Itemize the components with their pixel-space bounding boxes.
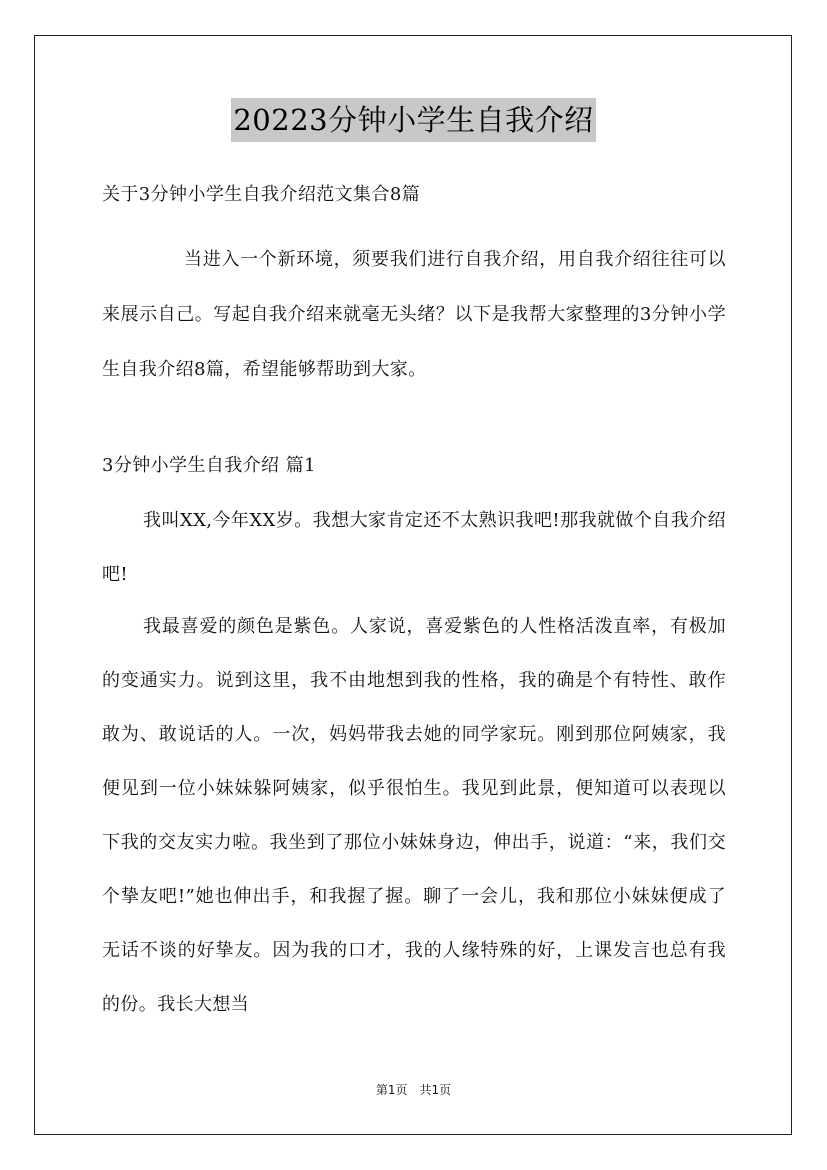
intro-paragraph: 当进入一个新环境，须要我们进行自我介绍，用自我介绍往往可以来展示自己。写起自我介绍来就毫无头绪？以下是我帮大家整理的3分钟小学生自我介绍8篇，希望能够帮助到大家。 bbox=[102, 249, 726, 380]
document-subtitle: 关于3分钟小学生自我介绍范文集合8篇 bbox=[102, 184, 421, 205]
document-title: 20223分钟小学生自我介绍 bbox=[231, 98, 595, 142]
title-container bbox=[0, 98, 827, 142]
body-paragraph-2: 我最喜爱的颜色是紫色。人家说，喜爱紫色的人性格活泼直率，有极加的变通实力。说到这里，我不由地想到我的性格，我的确是个有特性、敢作敢为、敢说话的人。一次，妈妈带我去她的同学家玩。刚到那位阿姨家，我便见到一位小妹妹躲阿姨家，似乎很怕生。我见到此景，便知道可以表现以下我的交友实力啦。我坐到了那位小妹妹身边，伸出手，说道：“来，我们交个挚友吧!”她也伸出手，和我握了握。聊了一会儿，我和那位小妹妹便成了无话不谈的好挚友。因为我的口才，我的人缘特殊的好，上课发言也总有我的份。我长大想当 bbox=[102, 616, 726, 1015]
section-heading: 3分钟小学生自我介绍 篇1 bbox=[102, 455, 316, 476]
body-paragraph-1: 我叫XX,今年XX岁。我想大家肯定还不太熟识我吧!那我就做个自我介绍吧! bbox=[102, 510, 726, 585]
page-footer: 第1页 共1页 bbox=[375, 1083, 452, 1097]
